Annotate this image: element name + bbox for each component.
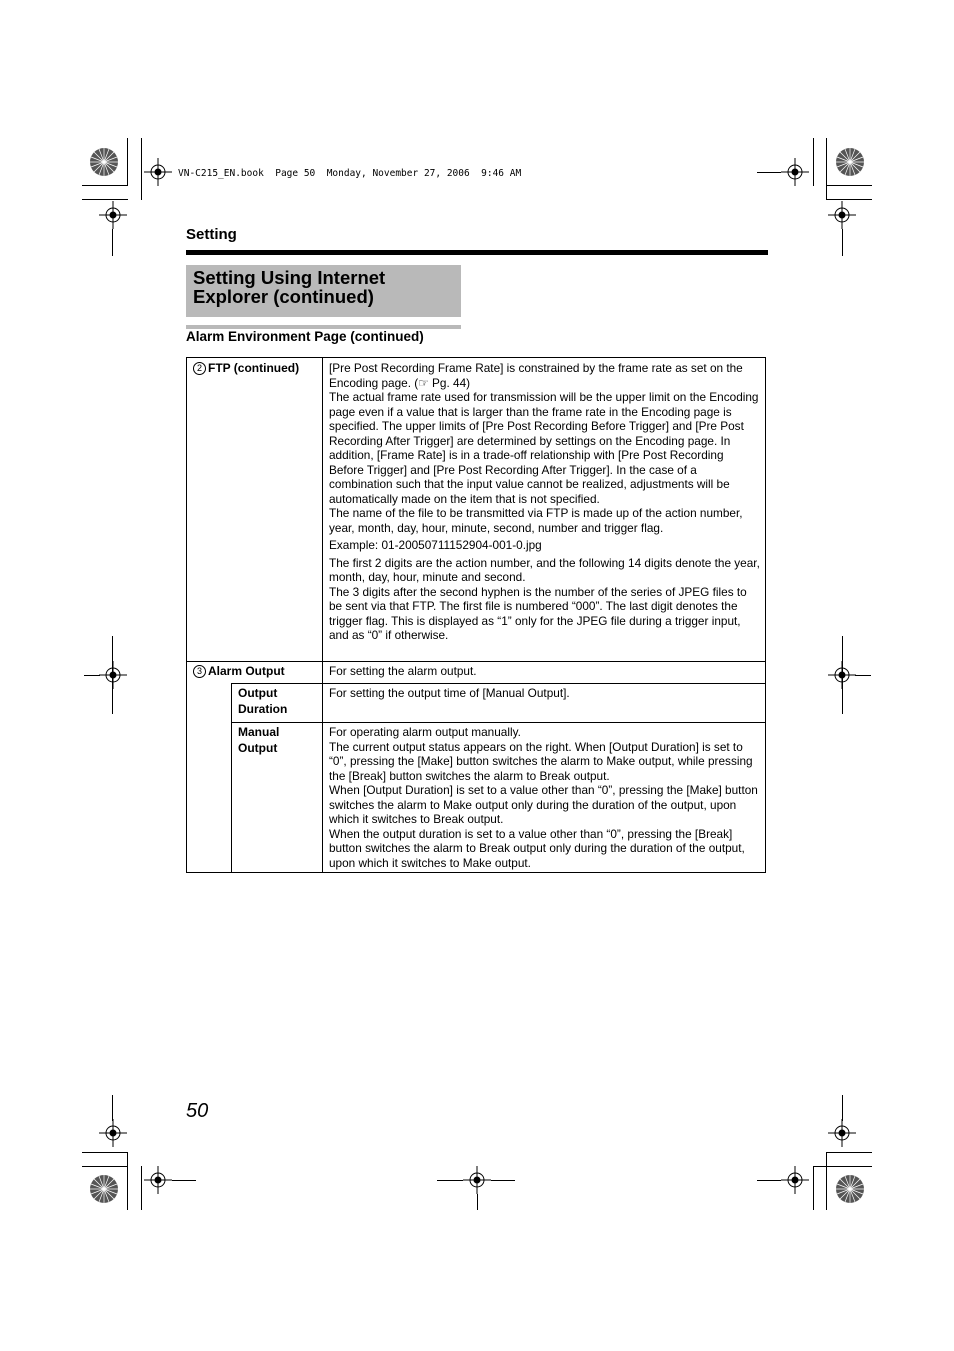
alarm-output-description: For setting the alarm output. <box>329 664 477 678</box>
alarm-output-label <box>193 663 285 679</box>
crosshair-icon <box>99 201 127 229</box>
registration-rosette-icon <box>835 1174 865 1204</box>
crosshair-icon <box>99 1119 127 1147</box>
row-divider <box>231 683 765 684</box>
section-rule <box>186 250 768 255</box>
page-number: 50 <box>186 1100 209 1122</box>
item-number-badge: 2 <box>193 362 206 375</box>
item-number-badge: 3 <box>193 665 206 678</box>
sub-column-divider <box>231 684 232 872</box>
crosshair-icon <box>781 158 809 186</box>
ftp-paragraph: [Pre Post Recording Frame Rate] is constrained by the frame rate as set on the Encoding page. (☞ Pg. 44) <box>329 361 743 390</box>
crosshair-icon <box>828 661 856 689</box>
manual-output-label <box>238 724 279 756</box>
page-title-line-2: Explorer (continued) <box>193 286 374 307</box>
crosshair-icon <box>828 201 856 229</box>
manual-output-paragraph: The current output status appears on the right. When [Output Duration] is set to “0”, pressing the [Make] button switches the alarm to Make output, while pressing the [Break] button switches the alarm to Break output. <box>329 739 753 783</box>
registration-rosette-icon <box>835 147 865 177</box>
manual-output-paragraph: When the output duration is set to a value other than “0”, pressing the [Break] button switches the alarm to Break output only during the duration of the output, upon which it switches to Make output. <box>329 826 745 870</box>
ftp-example: Example: 01-20050711152904-001-0.jpg <box>329 538 542 552</box>
ftp-label <box>193 360 299 376</box>
column-divider <box>322 358 323 872</box>
manual-output-paragraph: When [Output Duration] is set to a value other than “0”, pressing the [Make] button switches the alarm to Make output only during the duration of the output, upon which it switches to Break output. <box>329 783 758 826</box>
output-duration-label-line: Output <box>238 686 278 700</box>
page-title-line-1: Setting Using Internet <box>193 267 386 288</box>
output-duration-label-line: Duration <box>238 702 288 716</box>
crosshair-icon <box>463 1166 491 1194</box>
ftp-paragraph: The 3 digits after the second hyphen is the number of the series of JPEG files to be sent via that FTP. The first file is numbered “000”. The last digit denotes the trigger flag. This is displayed as “1” only for the JPEG file during a trigger input, and as “0” if otherwise. <box>329 584 747 642</box>
crosshair-icon <box>99 661 127 689</box>
output-duration-label <box>238 685 287 717</box>
output-duration-description: For setting the output time of [Manual Output]. <box>329 686 570 700</box>
registration-rosette-icon <box>89 1174 119 1204</box>
row-divider <box>187 661 765 662</box>
subheading: Alarm Environment Page (continued) <box>186 329 424 344</box>
registration-rosette-icon <box>89 147 119 177</box>
crosshair-icon <box>144 158 172 186</box>
manual-output-label-line: Output <box>238 741 278 755</box>
section-label: Setting <box>186 226 237 243</box>
ftp-paragraph: The actual frame rate used for transmission will be the upper limit on the Encoding page even if a value that is larger than the frame rate in the Encoding page is specified. The upper limits of [Pre Post Recording Before Trigger] and [Pre Post Recording After Trigger] are determined by settings on the Encoding page. In addition, [Frame Rate] is in a trade-off relationship with [Pre Post Recording Before Trigger] and [Pre Post Recording After Trigger]. In the case of a combination such that the input value cannot be realized, adjustments will be automatically made on the item that is not specified. <box>329 390 759 506</box>
ftp-paragraph: The name of the file to be transmitted via FTP is made up of the action number, year, month, day, hour, minute, second, number and trigger flag. <box>329 506 743 535</box>
settings-table <box>186 357 766 873</box>
manual-output-paragraph: For operating alarm output manually. <box>329 725 521 739</box>
crosshair-icon <box>781 1166 809 1194</box>
page-title <box>193 268 385 306</box>
manual-output-label-line: Manual <box>238 725 280 739</box>
ftp-paragraph: The first 2 digits are the action number, and the following 14 digits denote the year, month, day, hour, minute and second. <box>329 555 760 584</box>
book-file-header: VN-C215_EN.book Page 50 Monday, November 27, 2006 9:46 AM <box>178 168 522 179</box>
crosshair-icon <box>144 1166 172 1194</box>
row-divider <box>231 722 765 723</box>
ftp-description <box>329 361 761 643</box>
ftp-label-text: FTP (continued) <box>208 361 300 375</box>
alarm-output-label-text: Alarm Output <box>208 664 285 678</box>
crosshair-icon <box>828 1119 856 1147</box>
manual-output-description <box>329 725 761 870</box>
page-title-box <box>186 265 461 317</box>
